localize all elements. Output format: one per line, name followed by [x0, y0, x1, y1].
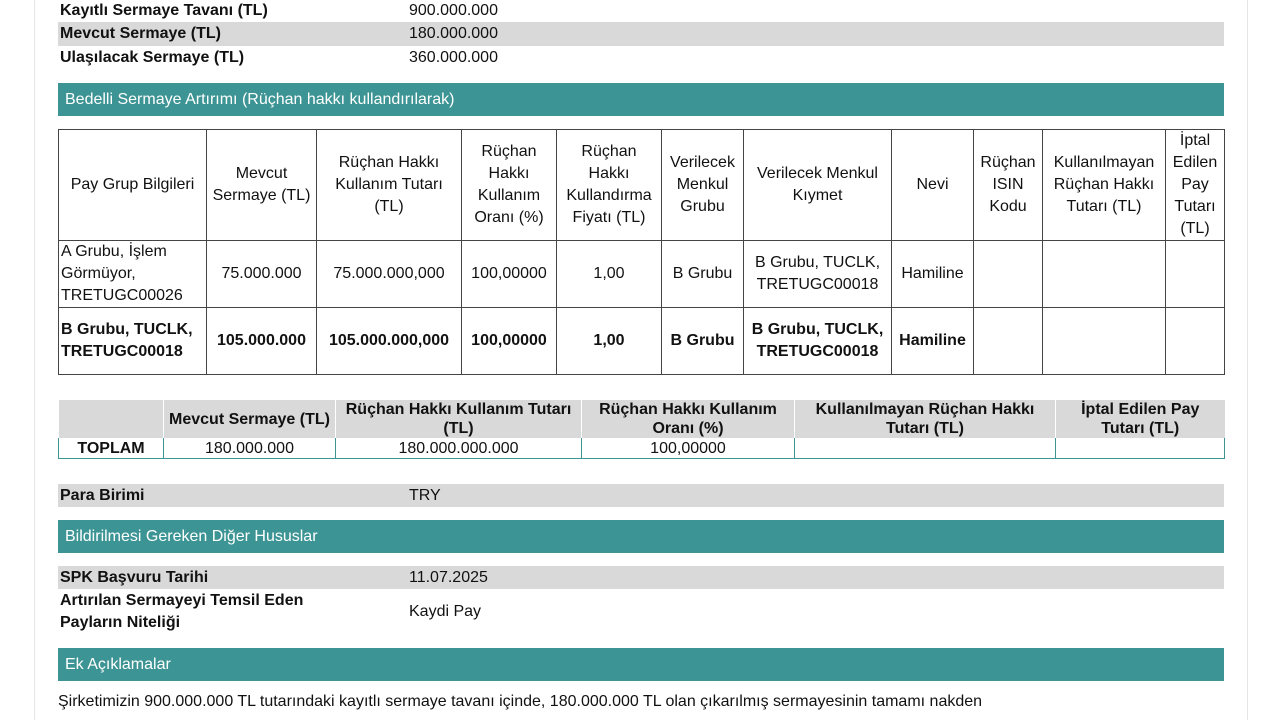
target-capital-label: Ulaşılacak Sermaye (TL)	[60, 49, 245, 66]
table-row	[59, 241, 1225, 308]
table-cell: 105.000.000,000	[317, 308, 462, 375]
column-header: Kullanılmayan Rüçhan Hakkı Tutarı (TL)	[1043, 130, 1166, 241]
column-header: Rüçhan Hakkı Kullanım Tutarı (TL)	[336, 400, 582, 438]
table-cell	[974, 308, 1043, 375]
share-group-table	[58, 129, 1225, 375]
table-cell	[1043, 308, 1166, 375]
share-nature-label: Artırılan Sermayeyi Temsil Eden Payların Niteliği	[60, 592, 304, 631]
table-cell: B Grubu, TUCLK, TRETUGC00018	[744, 241, 892, 308]
table-cell: B Grubu	[662, 241, 744, 308]
current-capital-value: 180.000.000	[409, 25, 498, 42]
table-cell	[1166, 308, 1225, 375]
column-header: Pay Grup Bilgileri	[59, 130, 207, 241]
total-header-row	[59, 400, 1225, 438]
table-row	[59, 308, 1225, 375]
capital-ceiling-label: Kayıtlı Sermaye Tavanı (TL)	[60, 2, 268, 19]
total-row	[59, 438, 1225, 459]
target-capital-value: 360.000.000	[409, 49, 498, 66]
capital-ceiling-value: 900.000.000	[409, 2, 498, 19]
section-header-bedelli: Bedelli Sermaye Artırımı (Rüçhan hakkı kullandırılarak)	[58, 83, 1224, 116]
column-header: Verilecek Menkul Grubu	[662, 130, 744, 241]
total-table	[58, 400, 1225, 459]
table-cell: 1,00	[557, 308, 662, 375]
table-cell: 100,00000	[462, 308, 557, 375]
table-cell	[974, 241, 1043, 308]
column-header: Rüçhan Hakkı Kullanım Tutarı (TL)	[317, 130, 462, 241]
capital-ceiling-row	[58, 0, 1224, 22]
table-cell: 1,00	[557, 241, 662, 308]
table-cell: Hamiline	[892, 308, 974, 375]
table-header-row	[59, 130, 1225, 241]
share-nature-value: Kaydi Pay	[409, 603, 482, 620]
currency-row	[58, 484, 1224, 507]
table-cell: 100,00000	[462, 241, 557, 308]
table-cell: 180.000.000	[164, 438, 336, 459]
column-header: Rüçhan Hakkı Kullandırma Fiyatı (TL)	[557, 130, 662, 241]
column-header: Rüçhan Hakkı Kullanım Oranı (%)	[582, 400, 795, 438]
table-cell: A Grubu, İşlem Görmüyor, TRETUGC00026	[59, 241, 207, 308]
column-header: Verilecek Menkul Kıymet	[744, 130, 892, 241]
table-cell	[795, 438, 1056, 459]
table-cell: 100,00000	[582, 438, 795, 459]
table-cell	[1043, 241, 1166, 308]
column-header: İptal Edilen Pay Tutarı (TL)	[1166, 130, 1225, 241]
column-header: Kullanılmayan Rüçhan Hakkı Tutarı (TL)	[795, 400, 1056, 438]
target-capital-row	[58, 46, 1224, 70]
table-cell	[1056, 438, 1225, 459]
spk-date-label: SPK Başvuru Tarihi	[60, 569, 209, 586]
current-capital-label: Mevcut Sermaye (TL)	[60, 25, 221, 42]
table-cell: 180.000.000.000	[336, 438, 582, 459]
column-header: Rüçhan ISIN Kodu	[974, 130, 1043, 241]
additional-note-text: Şirketimizin 900.000.000 TL tutarındaki kayıtlı sermaye tavanı içinde, 180.000.000 TL olan çıkarılmış sermayesinin tamamı nakden	[58, 693, 983, 710]
column-header: Mevcut Sermaye (TL)	[164, 400, 336, 438]
table-cell: 75.000.000	[207, 241, 317, 308]
section-header-other-matters: Bildirilmesi Gereken Diğer Hususlar	[58, 520, 1224, 553]
table-cell	[1166, 241, 1225, 308]
total-corner-cell	[59, 400, 164, 438]
table-cell: Hamiline	[892, 241, 974, 308]
table-cell: 105.000.000	[207, 308, 317, 375]
currency-label: Para Birimi	[60, 487, 145, 504]
current-capital-row	[58, 22, 1224, 46]
table-cell: B Grubu, TUCLK, TRETUGC00018	[59, 308, 207, 375]
disclosure-page	[34, 0, 1248, 720]
total-label: TOPLAM	[59, 438, 164, 459]
table-cell: B Grubu, TUCLK, TRETUGC00018	[744, 308, 892, 375]
column-header: İptal Edilen Pay Tutarı (TL)	[1056, 400, 1225, 438]
column-header: Mevcut Sermaye (TL)	[207, 130, 317, 241]
currency-value: TRY	[409, 487, 441, 504]
table-cell: 75.000.000,000	[317, 241, 462, 308]
column-header: Nevi	[892, 130, 974, 241]
column-header: Rüçhan Hakkı Kullanım Oranı (%)	[462, 130, 557, 241]
section-header-additional-notes: Ek Açıklamalar	[58, 648, 1224, 681]
share-nature-row	[58, 589, 1224, 635]
spk-date-value: 11.07.2025	[409, 569, 488, 586]
spk-date-row	[58, 566, 1224, 589]
table-cell: B Grubu	[662, 308, 744, 375]
